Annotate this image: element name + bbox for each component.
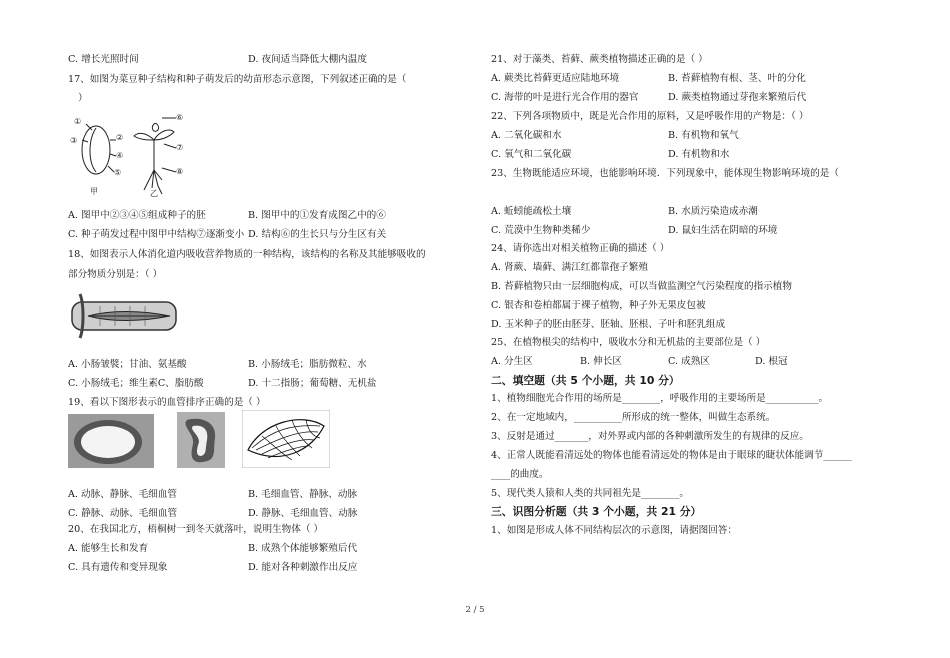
section-2-title: 二、填空题（共 5 个小题，共 10 分） [491,374,680,387]
fig-caption-b: 乙 [150,189,158,198]
intestine-villus-figure [70,288,182,344]
vessel-image-2 [177,412,225,468]
fig-label-1: ① [74,117,82,126]
vessel-image-3 [242,410,330,468]
q16-option-d: D. 夜间适当降低大棚内温度 [248,54,367,65]
q23-option-b: B. 水质污染造成赤潮 [668,206,758,217]
q25-option-d: D. 根冠 [755,356,788,367]
fig-label-2: ② [116,133,124,142]
fill-q2: 2、在一定地域内，__________所形成的统一整体，叫做生态系统。 [491,412,776,423]
fig-label-3: ③ [70,136,78,145]
fig-label-6: ⑥ [176,113,184,122]
q22-option-a: A. 二氧化碳和水 [491,130,562,141]
q23-option-c: C. 荒漠中生物种类稀少 [491,225,591,236]
fig-label-4: ④ [116,151,124,160]
q18-stem: 18、如图表示人体消化道内吸收营养物质的一种结构，该结构的名称及其能够吸收的 [68,249,426,260]
q17-option-b: B. 图甲中的①发育成图乙中的⑥ [248,210,386,221]
q20-option-d: D. 能对各种刺激作出反应 [248,562,358,573]
q25-option-c: C. 成熟区 [668,356,710,367]
q22-stem: 22、下列各项物质中，既是光合作用的原料，又是呼吸作用的产物是：（ ） [491,111,809,122]
q20-stem: 20、在我国北方，梧桐树一到冬天就落叶，说明生物体（ ） [68,524,324,535]
q24-option-b: B. 苔藓植物只由一层细胞构成，可以当做监测空气污染程度的指示植物 [491,281,792,292]
q19-stem: 19、看以下图形表示的血管排序正确的是（ ） [68,397,266,408]
fig-caption-a: 甲 [90,187,98,196]
q18-option-a: A. 小肠皱襞；甘油、氨基酸 [68,359,187,370]
q18-option-b: B. 小肠绒毛；脂肪微粒、水 [248,359,367,370]
fill-q5: 5、现代类人猿和人类的共同祖先是________。 [491,488,689,499]
diagram-q1-stem: 1、如图是形成人体不同结构层次的示意图，请据图回答： [491,525,737,536]
q19-option-b: B. 毛细血管、静脉、动脉 [248,489,358,500]
seed-outline [82,126,110,174]
seed-embryo-line [90,128,96,172]
q20-option-a: A. 能够生长和发育 [68,543,149,554]
q25-option-b: B. 伸长区 [580,356,622,367]
vessel-image-1 [68,414,154,468]
fig-label-8: ⑧ [176,167,184,176]
q20-option-b: B. 成熟个体能够繁殖后代 [248,543,358,554]
q21-option-b: B. 苔藓植物有根、茎、叶的分化 [668,73,806,84]
q22-option-d: D. 有机物和水 [668,149,730,160]
q18-option-d: D. 十二指肠；葡萄糖、无机盐 [248,378,377,389]
q24-option-a: A. 肾蕨、墙藓、满江红都靠孢子繁殖 [491,262,648,273]
q25-stem: 25、在植物根尖的结构中，吸收水分和无机盐的主要部位是（ ） [491,337,766,348]
q17-option-a: A. 图甲中②③④⑤组成种子的胚 [68,210,206,221]
q17-stem: 17、如图为菜豆种子结构和种子萌发后的幼苗形态示意图，下列叙述正确的是（ [68,74,407,85]
page-number: 2 / 5 [465,605,485,615]
seedling-leaf-left [134,133,154,140]
seedling-leaf-right [154,130,174,140]
q17-stem-close: ） [78,93,88,104]
q24-option-d: D. 玉米种子的胚由胚芽、胚轴、胚根、子叶和胚乳组成 [491,319,726,330]
fill-q1: 1、植物细胞光合作用的场所是________，呼吸作用的主要场所是___________。 [491,393,829,404]
q16-option-c: C. 增长光照时间 [68,54,139,65]
q21-option-c: C. 海带的叶是进行光合作用的器官 [491,92,639,103]
q21-option-d: D. 蕨类植物通过芽孢来繁殖后代 [668,92,807,103]
fill-q4: 4、正常人既能看清远处的物体也能看清远处的物体是由于眼球的睫状体能调节______ [491,450,853,461]
q19-option-c: C. 静脉、动脉、毛细血管 [68,508,178,519]
fill-q4-cont: ____的曲度。 [491,469,549,480]
seedling-bud [152,123,158,131]
fill-q3: 3、反射是通过_______，对外界或内部的各种刺激所发生的有规律的反应。 [491,431,809,442]
fig-label-5: ⑤ [114,168,122,177]
q24-option-c: C. 银杏和卷柏都属于裸子植物，种子外无果皮包被 [491,300,706,311]
q23-stem: 23、生物既能适应环境，也能影响环境．下列现象中，能体现生物影响环境的是（ [491,168,839,179]
section-3-title: 三、识图分析题（共 3 个小题，共 21 分） [491,505,702,518]
q19-option-a: A. 动脉、静脉、毛细血管 [68,489,177,500]
q25-option-a: A. 分生区 [491,356,533,367]
q18-stem-2: 部分物质分别是：（ ） [68,269,163,280]
q22-option-c: C. 氧气和二氧化碳 [491,149,572,160]
q20-option-c: C. 具有遗传和变异现象 [68,562,168,573]
q22-option-b: B. 有机物和氧气 [668,130,739,141]
q21-option-a: A. 蕨类比苔藓更适应陆地环境 [491,73,620,84]
q19-option-d: D. 静脉、毛细血管、动脉 [248,508,358,519]
fig-label-7: ⑦ [176,143,184,152]
q23-option-d: D. 鼠妇生活在阴暗的环境 [668,225,778,236]
q23-option-a: A. 蚯蚓能疏松土壤 [491,206,572,217]
seed-seedling-figure [66,110,206,198]
q17-option-d: D. 结构⑥的生长只与分生区有关 [248,229,387,240]
q17-option-c: C. 种子萌发过程中图甲中结构⑦逐渐变小 [68,229,245,240]
q18-option-c: C. 小肠绒毛；维生素C、脂肪酸 [68,378,204,389]
q21-stem: 21、对于藻类、苔藓、蕨类植物描述正确的是（ ） [491,54,708,65]
q24-stem: 24、请你选出对相关植物正确的描述（ ） [491,243,670,254]
